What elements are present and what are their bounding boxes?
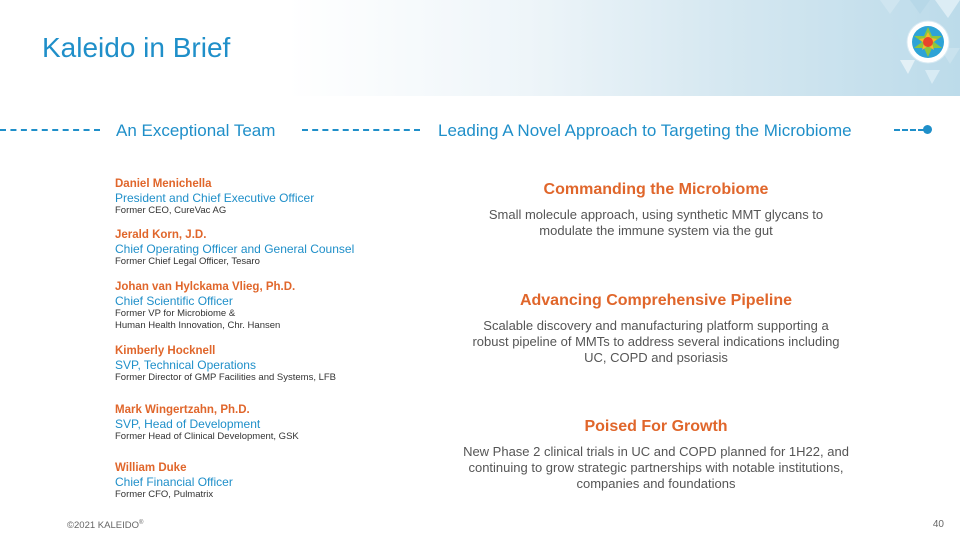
approach-section-heading: Leading A Novel Approach to Targeting the Microbiome	[438, 121, 852, 140]
team-section-heading: An Exceptional Team	[116, 121, 276, 140]
copyright-footer	[67, 520, 143, 531]
member-previous: Former Head of Clinical Development, GSK	[115, 431, 299, 442]
pillar-commanding	[440, 181, 872, 239]
member-name: Mark Wingertzahn, Ph.D.	[115, 404, 250, 416]
team-member	[115, 228, 354, 268]
member-role: Chief Scientific Officer	[115, 294, 233, 308]
pillar-body: New Phase 2 clinical trials in UC and COPD planned for 1H22, and continuing to grow strategic partnerships with notable institutions, companies and foundations	[463, 444, 849, 491]
team-divider-right	[302, 129, 420, 131]
team-member	[115, 177, 314, 217]
pillar-heading: Poised For Growth	[584, 418, 728, 435]
team-member	[115, 461, 233, 501]
pillar-body: Small molecule approach, using synthetic MMT glycans to modulate the immune system via the gut	[488, 207, 824, 238]
copyright-text: ©2021 KALEIDO	[67, 520, 139, 532]
pillar-heading: Advancing Comprehensive Pipeline	[519, 292, 793, 309]
member-previous: Former CEO, CureVac AG	[115, 205, 227, 216]
member-role: Chief Operating Officer and General Counsel	[115, 242, 355, 256]
page-number: 40	[932, 519, 944, 530]
dot-icon	[923, 125, 932, 134]
team-divider-left	[0, 129, 100, 131]
registered-mark: ®	[138, 520, 144, 526]
team-member	[115, 403, 299, 443]
member-name: Daniel Menichella	[115, 178, 212, 190]
team-member	[115, 344, 336, 384]
member-role: President and Chief Executive Officer	[115, 191, 315, 205]
member-name: Jerald Korn, J.D.	[115, 229, 207, 241]
member-previous: Former Director of GMP Facilities and Systems, LFB	[115, 372, 337, 383]
member-role: SVP, Head of Development	[115, 417, 261, 431]
pillar-heading: Commanding the Microbiome	[543, 181, 769, 198]
member-previous: Former Chief Legal Officer, Tesaro	[115, 256, 260, 267]
approach-divider-right	[894, 129, 924, 131]
member-role: SVP, Technical Operations	[115, 358, 256, 372]
member-previous: Former CFO, Pulmatrix	[115, 489, 214, 500]
member-name: Kimberly Hocknell	[115, 345, 216, 357]
team-member	[115, 280, 295, 332]
pillar-growth	[440, 418, 872, 492]
member-name: Johan van Hylckama Vlieg, Ph.D.	[115, 281, 296, 293]
member-name: William Duke	[115, 462, 187, 474]
member-role: Chief Financial Officer	[115, 475, 233, 489]
slide-title: Kaleido in Brief	[42, 32, 231, 63]
kaleido-logo-icon	[906, 20, 950, 64]
member-previous: Former VP for Microbiome & Human Health Innovation, Chr. Hansen	[115, 308, 281, 331]
pillar-body: Scalable discovery and manufacturing platform supporting a robust pipeline of MMTs to address several indications including UC, COPD and psoriasis	[472, 318, 840, 365]
pillar-pipeline	[440, 292, 872, 366]
